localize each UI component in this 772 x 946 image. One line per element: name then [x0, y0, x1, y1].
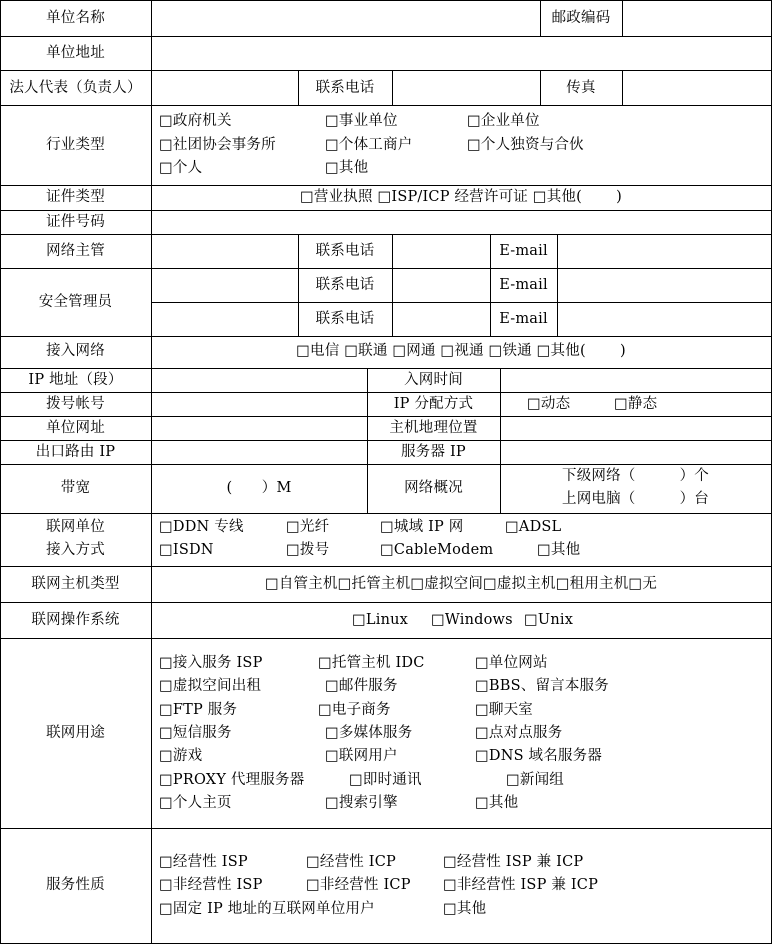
net-manager-label: 网络主管	[46, 243, 105, 259]
service-nature-label: 服务性质	[46, 877, 105, 893]
usage-search[interactable]: □搜索引擎	[325, 795, 398, 811]
usage-label: 联网用途	[46, 725, 105, 741]
ip-alloc-label: IP 分配方式	[393, 396, 474, 412]
method-other[interactable]: □其他	[537, 542, 581, 558]
method-ddn[interactable]: □DDN 专线	[159, 519, 244, 535]
connect-unit-label: 联网单位	[46, 519, 105, 535]
security-admin-email-label-2: E-mail	[499, 311, 548, 327]
usage-virtual-space[interactable]: □虚拟空间出租	[159, 678, 262, 694]
usage-chatroom[interactable]: □聊天室	[475, 702, 533, 718]
industry-option-personal[interactable]: □个人	[159, 160, 203, 176]
usage-newsgroup[interactable]: □新闻组	[506, 772, 564, 788]
phone-label: 联系电话	[315, 80, 375, 96]
service-nonprofit-icp[interactable]: □非经营性 ICP	[306, 877, 411, 893]
usage-other[interactable]: □其他	[475, 795, 519, 811]
host-location-label: 主机地理位置	[389, 420, 478, 436]
industry-type-label: 行业类型	[46, 137, 105, 153]
industry-option-government[interactable]: □政府机关	[159, 113, 232, 129]
os-unix[interactable]: □Unix	[524, 612, 574, 628]
service-fixed-ip[interactable]: □固定 IP 地址的互联网单位用户	[159, 901, 375, 917]
method-adsl[interactable]: □ADSL	[505, 519, 562, 535]
service-other[interactable]: □其他	[443, 901, 487, 917]
usage-proxy[interactable]: □PROXY 代理服务器	[159, 772, 305, 788]
method-cablemodem[interactable]: □CableModem	[380, 542, 494, 558]
cert-type-label: 证件类型	[46, 189, 105, 205]
method-metro-ip[interactable]: □城域 IP 网	[380, 519, 464, 535]
usage-im[interactable]: □即时通讯	[349, 772, 422, 788]
exit-router-label: 出口路由 IP	[35, 444, 116, 460]
method-isdn[interactable]: □ISDN	[159, 542, 214, 558]
industry-option-association[interactable]: □社团协会事务所	[159, 137, 276, 153]
unit-address-label: 单位地址	[46, 45, 105, 61]
fax-label: 传真	[566, 80, 596, 96]
unit-name-label: 单位名称	[46, 10, 105, 26]
usage-net-user[interactable]: □联网用户	[325, 748, 398, 764]
security-admin-phone-label-2: 联系电话	[315, 311, 375, 327]
os-label: 联网操作系统	[31, 612, 120, 628]
industry-option-sole-proprietorship[interactable]: □个人独资与合伙	[467, 137, 584, 153]
os-linux[interactable]: □Linux	[352, 612, 409, 628]
host-type-label: 联网主机类型	[31, 576, 120, 592]
cert-type-options[interactable]: □营业执照 □ISP/ICP 经营许可证 □其他( )	[299, 189, 623, 205]
usage-idc[interactable]: □托管主机 IDC	[318, 655, 425, 671]
net-manager-email-label: E-mail	[499, 243, 548, 259]
service-nonprofit-isp[interactable]: □非经营性 ISP	[159, 877, 263, 893]
usage-sms[interactable]: □短信服务	[159, 725, 232, 741]
bandwidth-value: ( ）M	[226, 480, 292, 496]
website-label: 单位网址	[46, 420, 105, 436]
legal-rep-label: 法人代表（负责人）	[9, 80, 142, 96]
service-isp-icp[interactable]: □经营性 ISP 兼 ICP	[443, 854, 584, 870]
security-admin-email-label-1: E-mail	[499, 277, 548, 293]
service-nonprofit-isp-icp[interactable]: □非经营性 ISP 兼 ICP	[443, 877, 599, 893]
dialup-label: 拨号帐号	[46, 396, 105, 412]
method-dialup[interactable]: □拨号	[286, 542, 330, 558]
net-manager-phone-label: 联系电话	[315, 243, 375, 259]
ip-alloc-dynamic[interactable]: □动态	[527, 396, 571, 412]
access-net-label: 接入网络	[46, 343, 105, 359]
industry-option-individual-business[interactable]: □个体工商户	[325, 137, 413, 153]
usage-homepage[interactable]: □个人主页	[159, 795, 232, 811]
usage-mail[interactable]: □邮件服务	[325, 678, 398, 694]
usage-bbs[interactable]: □BBS、留言本服务	[475, 678, 609, 694]
industry-option-institution[interactable]: □事业单位	[325, 113, 398, 129]
bandwidth-label: 带宽	[60, 480, 91, 496]
usage-dns[interactable]: □DNS 域名服务器	[475, 748, 603, 764]
ip-alloc-static[interactable]: □静态	[614, 396, 658, 412]
online-pc-count: 上网电脑（ ）台	[562, 491, 709, 507]
access-net-options[interactable]: □电信 □联通 □网通 □视通 □铁通 □其他( )	[296, 343, 626, 359]
usage-website[interactable]: □单位网站	[475, 655, 548, 671]
cert-no-label: 证件号码	[46, 214, 105, 230]
os-windows[interactable]: □Windows	[431, 612, 513, 628]
ip-address-label: IP 地址（段）	[28, 372, 123, 388]
net-overview-label: 网络概况	[404, 480, 463, 496]
security-admin-label: 安全管理员	[38, 294, 113, 310]
industry-option-other[interactable]: □其他	[325, 160, 369, 176]
usage-multimedia[interactable]: □多媒体服务	[325, 725, 413, 741]
security-admin-phone-label-1: 联系电话	[315, 277, 375, 293]
sub-network-count: 下级网络（ ）个	[562, 468, 709, 484]
connect-method-label: 接入方式	[46, 542, 105, 558]
postcode-label: 邮政编码	[551, 10, 611, 26]
service-isp[interactable]: □经营性 ISP	[159, 854, 248, 870]
usage-p2p[interactable]: □点对点服务	[475, 725, 563, 741]
usage-isp[interactable]: □接入服务 ISP	[159, 655, 263, 671]
join-time-label: 入网时间	[404, 372, 463, 388]
service-icp[interactable]: □经营性 ICP	[306, 854, 396, 870]
industry-option-enterprise[interactable]: □企业单位	[467, 113, 540, 129]
server-ip-label: 服务器 IP	[401, 444, 466, 460]
usage-ecommerce[interactable]: □电子商务	[318, 702, 391, 718]
host-type-options[interactable]: □自管主机□托管主机□虚拟空间□虚拟主机□租用主机□无	[264, 576, 658, 592]
usage-ftp[interactable]: □FTP 服务	[159, 702, 238, 718]
usage-games[interactable]: □游戏	[159, 748, 203, 764]
method-fiber[interactable]: □光纤	[286, 519, 330, 535]
